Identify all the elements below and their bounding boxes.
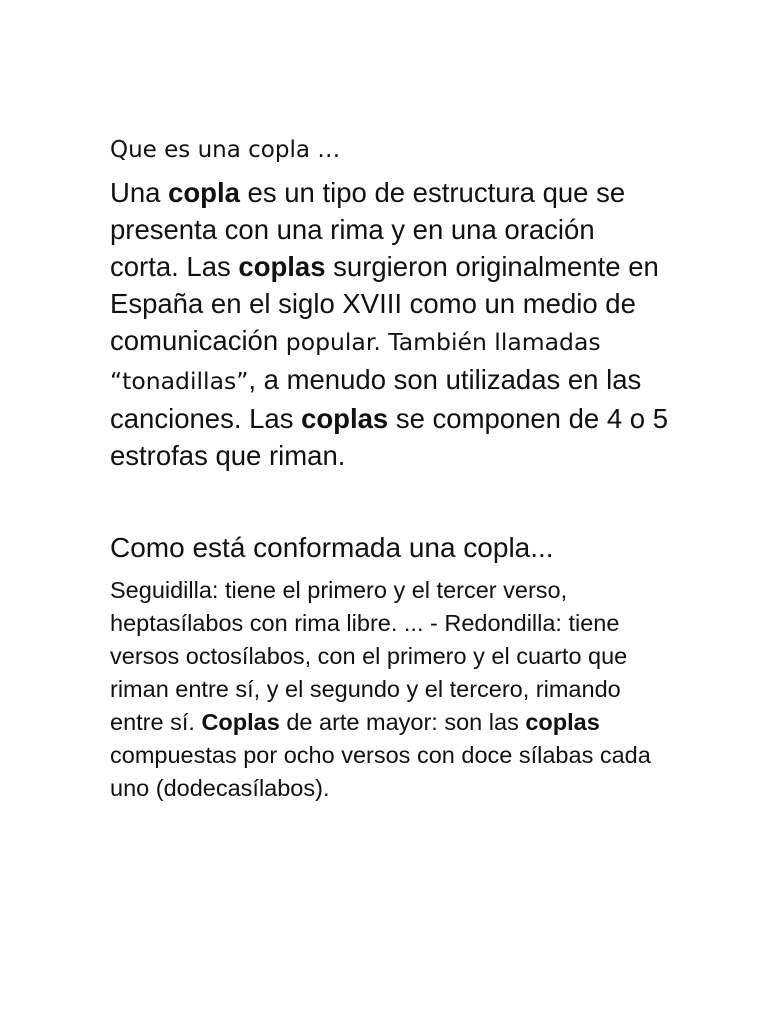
text-segment: , a menudo son utilizadas en las canciones. Las bbox=[110, 364, 642, 434]
text-segment: Una bbox=[110, 177, 169, 208]
bold-term: coplas bbox=[238, 251, 326, 282]
text-segment: surgieron originalmente en España en el siglo XVIII como un medio de comunicación bbox=[110, 251, 659, 356]
section-title-como-esta: Como está conformada una copla... bbox=[110, 532, 554, 563]
text-segment: compuestas por ocho versos con doce sílabas cada uno (dodecasílabos). bbox=[110, 742, 651, 801]
bold-term: coplas bbox=[301, 403, 389, 434]
structure-paragraph bbox=[110, 574, 670, 805]
bold-term: Coplas bbox=[201, 709, 280, 735]
definition-paragraph bbox=[110, 174, 670, 474]
document-page bbox=[110, 132, 670, 805]
text-segment: se componen de 4 o 5 estrofas que riman. bbox=[110, 403, 668, 471]
bold-term: copla bbox=[168, 177, 240, 208]
text-segment: es un tipo de estructura que se presenta con una rima y en una oración corta. Las bbox=[110, 177, 626, 282]
text-segment: Seguidilla: tiene el primero y el tercer verso, heptasílabos con rima libre. ... - Redondilla: tiene versos octosílabos, con el primero y el cuarto que riman entre sí, y el segundo y el tercero, rimando entre sí. bbox=[110, 577, 628, 735]
bold-term: coplas bbox=[525, 709, 600, 735]
text-segment: de arte mayor: son las bbox=[279, 709, 526, 735]
alt-font-segment: popular. También llamadas “tonadillas” bbox=[110, 328, 601, 395]
section-title-que-es: Que es una copla … bbox=[110, 137, 341, 163]
